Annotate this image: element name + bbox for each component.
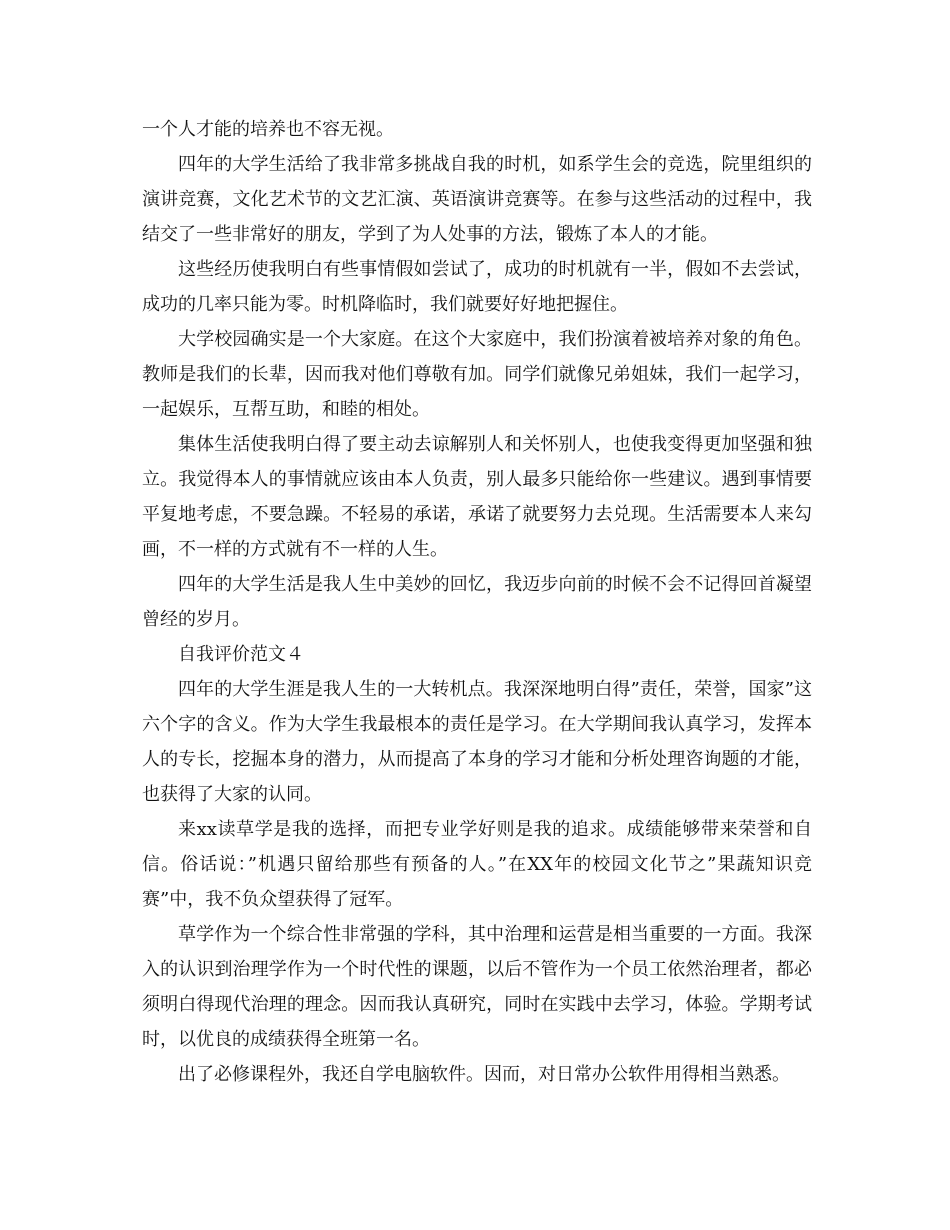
paragraph-10: 出了必修课程外，我还自学电脑软件。因而，对日常办公软件用得相当熟悉。 — [178, 1064, 790, 1085]
paragraph-8: 来xx读草学是我的选择，而把专业学好则是我的追求。成绩能够带来荣誉和自信。俗话说：”机遇只留给那些有预备的人。”在XX年的校园文化节之”果蔬知识竞赛”中，我不负众望获得了冠军。 — [142, 819, 812, 910]
paragraph-2: 四年的大学生活给了我非常多挑战自我的时机，如系学生会的竞选，院里组织的演讲竞赛，文化艺术节的文艺汇演、英语演讲竞赛等。在参与这些活动的过程中，我结交了一些非常好的朋友，学到了为人处事的方法，锻炼了本人的才能。 — [142, 154, 812, 245]
paragraph-7: 四年的大学生涯是我人生的一大转机点。我深深地明白得”责任，荣誉，国家”这六个字的含义。作为大学生我最根本的责任是学习。在大学期间我认真学习，发挥本人的专长，挖掘本身的潜力，从而提高了本身的学习才能和分析处理咨询题的才能，也获得了大家的认同。 — [142, 679, 812, 805]
paragraph-1: 一个人才能的培养也不容无视。 — [142, 119, 394, 140]
paragraph-4: 大学校园确实是一个大家庭。在这个大家庭中，我们扮演着被培养对象的角色。教师是我们的长辈，因而我对他们尊敬有加。同学们就像兄弟姐妹，我们一起学习，一起娱乐，互帮互助，和睦的相处。 — [142, 329, 812, 420]
paragraph-9: 草学作为一个综合性非常强的学科，其中治理和运营是相当重要的一方面。我深入的认识到治理学作为一个时代性的课题，以后不管作为一个员工依然治理者，都必须明白得现代治理的理念。因而我认真研究，同时在实践中去学习，体验。学期考试时，以优良的成绩获得全班第一名。 — [142, 924, 812, 1050]
paragraph-5: 集体生活使我明白得了要主动去谅解别人和关怀别人，也使我变得更加坚强和独立。我觉得本人的事情就应该由本人负责，别人最多只能给你一些建议。遇到事情要平复地考虑，不要急躁。不轻易的承诺，承诺了就要努力去兑现。生活需要本人来勾画，不一样的方式就有不一样的人生。 — [142, 434, 812, 560]
document-body — [142, 112, 812, 1092]
paragraph-3: 这些经历使我明白有些事情假如尝试了，成功的时机就有一半，假如不去尝试，成功的几率只能为零。时机降临时，我们就要好好地把握住。 — [142, 259, 812, 315]
paragraph-6: 四年的大学生活是我人生中美妙的回忆，我迈步向前的时候不会不记得回首凝望曾经的岁月。 — [142, 574, 812, 630]
section-heading: 自我评价范文４ — [178, 644, 304, 665]
